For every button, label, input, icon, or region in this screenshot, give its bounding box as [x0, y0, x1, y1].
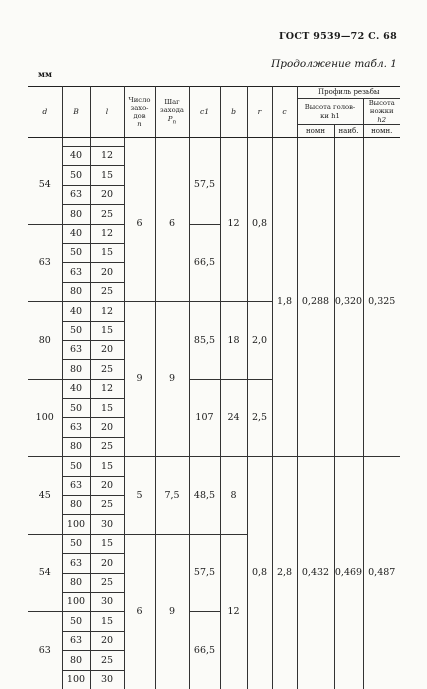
cell-d: 45 [28, 457, 62, 535]
cell-B: 100 [62, 670, 90, 689]
cell-B: 80 [62, 360, 90, 379]
cell-h2: 0,325 [363, 147, 400, 457]
col-header-h1-nom: номн [297, 125, 334, 138]
cell-c: 2,8 [272, 457, 297, 689]
cell-pitch: 7,5 [155, 457, 189, 535]
cell-l: 15 [90, 243, 124, 262]
cell-l: 20 [90, 418, 124, 437]
cell-l: 25 [90, 205, 124, 224]
cell-l: 20 [90, 185, 124, 204]
col-header-l: l [90, 87, 124, 138]
cell-c: 1,8 [272, 147, 297, 457]
cell-h1-nom: 0,432 [297, 457, 334, 689]
cell-B: 40 [62, 147, 90, 166]
cell-B: 80 [62, 437, 90, 456]
col-header-d: d [28, 87, 62, 138]
cell-pitch: 9 [155, 302, 189, 457]
cell-c1: 48,5 [189, 457, 220, 535]
cell-l: 25 [90, 496, 124, 515]
cell-l: 15 [90, 534, 124, 553]
cell-B: 63 [62, 185, 90, 204]
cell-B: 50 [62, 166, 90, 185]
cell-c1: 57,5 [189, 147, 220, 225]
cell-B: 63 [62, 263, 90, 282]
cell-l: 12 [90, 302, 124, 321]
cell-c1: 85,5 [189, 302, 220, 380]
cell-l: 30 [90, 592, 124, 611]
cell-r: 2,0 [247, 302, 272, 380]
col-header-r: r [247, 87, 272, 138]
cell-c1: 66,5 [189, 612, 220, 689]
cell-B: 100 [62, 515, 90, 534]
cell-c1: 66,5 [189, 224, 220, 302]
cell-r: 0,8 [247, 457, 272, 689]
cell-b: 12 [220, 534, 247, 689]
cell-B: 63 [62, 340, 90, 359]
cell-pitch: 6 [155, 147, 189, 302]
thread-parameters-table [28, 86, 400, 689]
cell-d: 54 [28, 147, 62, 225]
col-header-c: c [272, 87, 297, 138]
cell-l: 20 [90, 340, 124, 359]
cell-l: 15 [90, 457, 124, 476]
cell-n: 6 [124, 147, 155, 302]
cell-r: 2,5 [247, 379, 272, 457]
cell-l: 20 [90, 554, 124, 573]
cell-l: 15 [90, 612, 124, 631]
cell-B: 80 [62, 651, 90, 670]
cell-l: 30 [90, 515, 124, 534]
cell-l: 25 [90, 282, 124, 301]
cell-h1-max: 0,320 [334, 147, 363, 457]
cell-d: 100 [28, 379, 62, 457]
cell-l: 12 [90, 224, 124, 243]
cell-l: 25 [90, 437, 124, 456]
cell-B: 100 [62, 592, 90, 611]
cell-b: 8 [220, 457, 247, 535]
col-header-h2: Высота ножки h2 [368, 99, 395, 124]
col-header-n: Число захо- дов n [124, 87, 155, 138]
cell-n: 6 [124, 534, 155, 689]
cell-n: 5 [124, 457, 155, 535]
cell-l: 15 [90, 399, 124, 418]
cell-B: 80 [62, 573, 90, 592]
cell-d: 63 [28, 224, 62, 302]
cell-B: 40 [62, 224, 90, 243]
cell-l: 25 [90, 360, 124, 379]
cell-B: 40 [62, 379, 90, 398]
cell-b: 18 [220, 302, 247, 380]
cell-l: 15 [90, 166, 124, 185]
cell-B: 50 [62, 399, 90, 418]
cell-l: 25 [90, 651, 124, 670]
col-header-c1: c1 [189, 87, 220, 138]
cell-B: 40 [62, 302, 90, 321]
cell-B: 63 [62, 418, 90, 437]
cell-l: 20 [90, 631, 124, 650]
col-header-h2-nom: номн. [363, 125, 400, 138]
cell-b: 12 [220, 147, 247, 302]
cell-l: 20 [90, 263, 124, 282]
cell-B: 50 [62, 534, 90, 553]
cell-r: 0,8 [247, 147, 272, 302]
cell-l: 15 [90, 321, 124, 340]
cell-l: 12 [90, 147, 124, 166]
cell-l: 30 [90, 670, 124, 689]
col-header-pitch: Шаг захода $P_n$ [155, 87, 189, 138]
standard-header: ГОСТ 9539—72 С. 68 [278, 31, 397, 42]
cell-B: 63 [62, 476, 90, 495]
cell-B: 80 [62, 496, 90, 515]
cell-d: 80 [28, 302, 62, 380]
col-header-h1: Высота голов- ки h1 [297, 99, 363, 125]
cell-B: 50 [62, 243, 90, 262]
cell-B: 63 [62, 554, 90, 573]
col-header-b: b [220, 87, 247, 138]
cell-B: 50 [62, 457, 90, 476]
cell-h1-nom: 0,288 [297, 147, 334, 457]
col-header-B: B [62, 87, 90, 138]
unit-label: мм [38, 69, 52, 79]
cell-pitch: 9 [155, 534, 189, 689]
cell-h1-max: 0,469 [334, 457, 363, 689]
cell-B: 63 [62, 631, 90, 650]
cell-h2: 0,487 [368, 567, 396, 579]
col-header-h1-max: наиб. [334, 125, 363, 138]
cell-d: 54 [28, 534, 62, 612]
cell-d: 63 [28, 612, 62, 689]
cell-b: 24 [220, 379, 247, 457]
cell-B: 50 [62, 321, 90, 340]
cell-c1: 107 [189, 379, 220, 457]
table-continuation-caption: Продолжение табл. 1 [271, 58, 397, 70]
cell-l: 20 [90, 476, 124, 495]
cell-c1: 57,5 [189, 534, 220, 612]
cell-B: 50 [62, 612, 90, 631]
cell-B: 80 [62, 282, 90, 301]
col-header-profile: Профиль резьбы [297, 87, 400, 99]
cell-l: 12 [90, 379, 124, 398]
cell-n: 9 [124, 302, 155, 457]
cell-B: 80 [62, 205, 90, 224]
cell-l: 25 [90, 573, 124, 592]
